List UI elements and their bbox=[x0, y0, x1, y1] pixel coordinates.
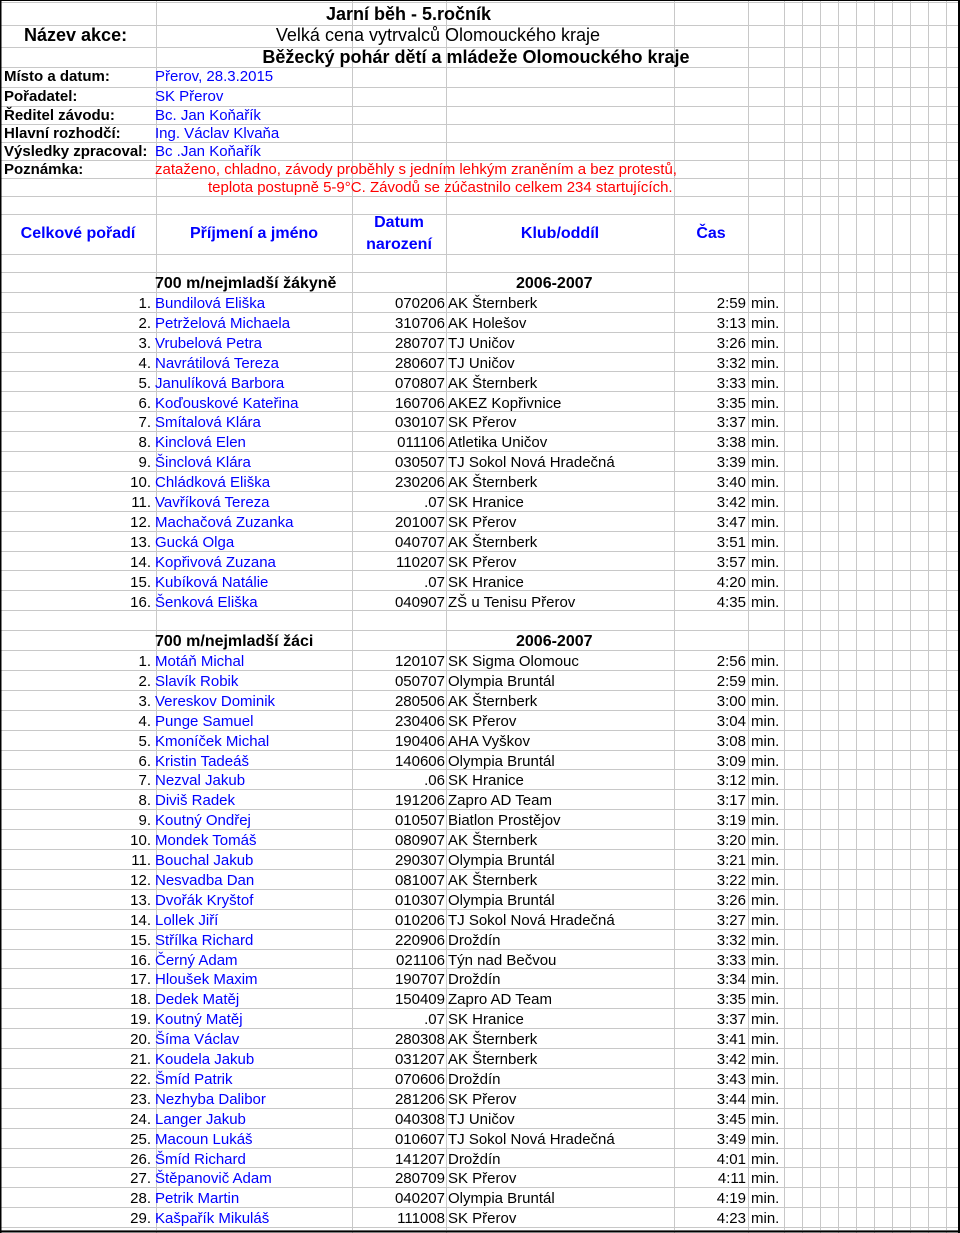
row-name: Motáň Michal bbox=[155, 653, 245, 670]
row-rank: 10. bbox=[130, 474, 151, 492]
row-unit: min. bbox=[751, 1090, 780, 1108]
row-name: Koďouskové Kateřina bbox=[155, 394, 299, 412]
row-rank: 27. bbox=[130, 1170, 151, 1188]
row-rank: 2. bbox=[138, 672, 151, 690]
row-time: 3:40 bbox=[716, 474, 746, 492]
row-time: 4:20 bbox=[716, 573, 746, 591]
row-name: Kmoníček Michal bbox=[155, 732, 270, 750]
row-time: 3:45 bbox=[716, 1110, 746, 1128]
row-name: Koutný Matěj bbox=[155, 1011, 243, 1029]
row-club: SK Přerov bbox=[448, 414, 517, 432]
row-time: 3:57 bbox=[716, 553, 746, 571]
row-unit: min. bbox=[751, 792, 780, 810]
row-dob: 021106 bbox=[396, 951, 445, 969]
row-time: 2:56 bbox=[716, 653, 746, 670]
row-dob: 280308 bbox=[394, 1031, 445, 1049]
note-line-2: teplota postupně 5-9°C. Závodů se zúčastnilo celkem 234 startujících. bbox=[208, 179, 673, 196]
row-name: Diviš Radek bbox=[155, 792, 236, 810]
row-club: Olympia Bruntál bbox=[448, 672, 555, 690]
results-label: Výsledky zpracoval: bbox=[4, 143, 148, 160]
row-name: Dvořák Kryštof bbox=[155, 891, 254, 909]
row-club: SK Přerov bbox=[448, 513, 517, 531]
row-rank: 6. bbox=[138, 752, 151, 770]
row-rank: 5. bbox=[138, 732, 151, 750]
note-label: Poznámka: bbox=[4, 161, 84, 178]
row-dob: 070206 bbox=[394, 295, 445, 312]
row-unit: min. bbox=[751, 573, 780, 591]
row-dob: 201007 bbox=[394, 513, 445, 531]
row-unit: min. bbox=[751, 513, 780, 531]
row-name: Kašpařík Mikuláš bbox=[155, 1210, 270, 1228]
row-club: TJ Uničov bbox=[448, 1110, 515, 1128]
row-club: Olympia Bruntál bbox=[448, 891, 555, 909]
row-name: Macoun Lukáš bbox=[155, 1130, 253, 1148]
row-dob: 281206 bbox=[394, 1090, 445, 1108]
row-unit: min. bbox=[751, 1150, 780, 1168]
row-dob: 190406 bbox=[394, 732, 445, 750]
row-club: SK Přerov bbox=[448, 1090, 517, 1108]
row-rank: 18. bbox=[130, 991, 151, 1009]
row-time: 4:23 bbox=[716, 1210, 746, 1228]
row-name: Černý Adam bbox=[155, 951, 238, 969]
row-time: 3:00 bbox=[716, 692, 746, 710]
row-dob: 030107 bbox=[394, 414, 445, 432]
row-rank: 13. bbox=[130, 533, 151, 551]
row-dob: 040308 bbox=[394, 1110, 445, 1128]
row-club: SK Přerov bbox=[448, 712, 517, 730]
row-rank: 8. bbox=[138, 792, 151, 810]
row-unit: min. bbox=[751, 494, 780, 511]
row-name: Vavříková Tereza bbox=[155, 494, 270, 511]
row-dob: 050707 bbox=[394, 672, 445, 690]
referee-value: Ing. Václav Klvaňa bbox=[155, 125, 280, 142]
row-unit: min. bbox=[751, 1130, 780, 1148]
row-dob: 290307 bbox=[394, 852, 445, 869]
row-time: 3:17 bbox=[716, 792, 746, 810]
row-dob: 220906 bbox=[394, 931, 445, 949]
row-club: Zapro AD Team bbox=[448, 792, 552, 810]
director-value: Bc. Jan Koňařík bbox=[155, 107, 261, 124]
row-club: AK Šternberk bbox=[448, 374, 538, 392]
row-dob: 040707 bbox=[394, 533, 445, 551]
row-rank: 15. bbox=[130, 573, 151, 591]
row-unit: min. bbox=[751, 1110, 780, 1128]
event-label: Název akce: bbox=[24, 25, 128, 45]
row-name: Šmíd Patrik bbox=[155, 1070, 233, 1088]
row-dob: .07 bbox=[424, 1011, 445, 1029]
row-time: 3:42 bbox=[716, 1051, 746, 1068]
row-unit: min. bbox=[751, 374, 780, 392]
row-club: AK Šternberk bbox=[448, 692, 538, 710]
row-dob: 191206 bbox=[394, 792, 445, 810]
row-dob: 040907 bbox=[394, 593, 445, 611]
row-rank: 19. bbox=[130, 1011, 151, 1029]
row-unit: min. bbox=[751, 991, 780, 1009]
row-time: 3:27 bbox=[716, 911, 746, 929]
row-rank: 3. bbox=[138, 692, 151, 710]
row-time: 3:49 bbox=[716, 1130, 746, 1148]
row-dob: 070807 bbox=[394, 374, 445, 392]
row-time: 3:22 bbox=[716, 871, 746, 889]
section-years: 2006-2007 bbox=[516, 633, 593, 650]
row-unit: min. bbox=[751, 812, 780, 830]
row-club: Droždín bbox=[448, 1070, 501, 1088]
row-unit: min. bbox=[751, 931, 780, 949]
row-time: 3:42 bbox=[716, 494, 746, 511]
row-name: Střílka Richard bbox=[155, 931, 254, 949]
row-rank: 16. bbox=[130, 593, 151, 611]
row-rank: 15. bbox=[130, 931, 151, 949]
row-club: AK Šternberk bbox=[448, 871, 538, 889]
row-unit: min. bbox=[751, 454, 780, 472]
row-unit: min. bbox=[751, 434, 780, 452]
row-rank: 17. bbox=[130, 971, 151, 989]
row-time: 3:44 bbox=[716, 1090, 746, 1108]
row-name: Nesvadba Dan bbox=[155, 871, 255, 889]
row-time: 2:59 bbox=[716, 295, 746, 312]
row-unit: min. bbox=[751, 394, 780, 412]
row-time: 3:39 bbox=[716, 454, 746, 472]
row-dob: 070606 bbox=[394, 1070, 445, 1088]
row-name: Bouchal Jakub bbox=[155, 852, 254, 869]
row-rank: 11. bbox=[131, 494, 151, 511]
row-time: 3:41 bbox=[716, 1031, 746, 1049]
row-time: 3:32 bbox=[716, 354, 746, 372]
row-dob: 011106 bbox=[397, 434, 445, 452]
row-rank: 1. bbox=[138, 295, 151, 312]
row-unit: min. bbox=[751, 314, 780, 332]
row-name: Kinclová Elen bbox=[155, 434, 246, 452]
organizer-value: SK Přerov bbox=[155, 88, 224, 105]
row-club: SK Hranice bbox=[448, 573, 524, 591]
row-dob: 280709 bbox=[394, 1170, 445, 1188]
row-name: Punge Samuel bbox=[155, 712, 254, 730]
row-name: Dedek Matěj bbox=[155, 991, 240, 1009]
row-time: 4:35 bbox=[716, 593, 746, 611]
row-rank: 25. bbox=[130, 1130, 151, 1148]
row-club: TJ Sokol Nová Hradečná bbox=[448, 1130, 615, 1148]
row-unit: min. bbox=[751, 971, 780, 989]
row-dob: 280506 bbox=[394, 692, 445, 710]
row-club: SK Sigma Olomouc bbox=[448, 653, 579, 670]
row-time: 3:33 bbox=[716, 951, 746, 969]
row-club: TJ Uničov bbox=[448, 334, 515, 352]
row-rank: 7. bbox=[138, 414, 151, 432]
row-rank: 14. bbox=[130, 911, 151, 929]
row-rank: 9. bbox=[138, 454, 151, 472]
row-rank: 6. bbox=[138, 394, 151, 412]
row-name: Vrubelová Petra bbox=[155, 334, 263, 352]
row-rank: 24. bbox=[130, 1110, 151, 1128]
row-club: SK Přerov bbox=[448, 1170, 517, 1188]
row-rank: 12. bbox=[130, 871, 151, 889]
row-name: Janulíková Barbora bbox=[155, 374, 285, 392]
row-club: Týn nad Bečvou bbox=[448, 951, 557, 969]
row-time: 3:32 bbox=[716, 931, 746, 949]
row-unit: min. bbox=[751, 1210, 780, 1228]
row-rank: 13. bbox=[130, 891, 151, 909]
row-dob: 080907 bbox=[394, 832, 445, 850]
row-time: 3:35 bbox=[716, 991, 746, 1009]
row-name: Slavík Robik bbox=[155, 672, 239, 690]
row-time: 3:20 bbox=[716, 832, 746, 850]
row-name: Petrik Martin bbox=[155, 1190, 240, 1208]
row-dob: 110207 bbox=[396, 553, 445, 571]
row-time: 2:59 bbox=[716, 672, 746, 690]
row-time: 3:21 bbox=[716, 852, 746, 869]
row-unit: min. bbox=[751, 1170, 780, 1188]
row-dob: 310706 bbox=[394, 314, 445, 332]
row-dob: 120107 bbox=[394, 653, 445, 670]
row-unit: min. bbox=[751, 1190, 780, 1208]
section-title: 700 m/nejmladší žákyně bbox=[155, 275, 337, 292]
row-club: SK Přerov bbox=[448, 1210, 517, 1228]
row-club: Olympia Bruntál bbox=[448, 852, 555, 869]
row-time: 3:37 bbox=[716, 414, 746, 432]
row-time: 3:26 bbox=[716, 334, 746, 352]
col-header-name: Příjmení a jméno bbox=[189, 225, 319, 242]
row-unit: min. bbox=[751, 1051, 780, 1068]
place-label: Místo a datum: bbox=[4, 68, 110, 85]
row-dob: 140606 bbox=[394, 752, 445, 770]
row-name: Kopřivová Zuzana bbox=[155, 553, 276, 571]
row-name: Vereskov Dominik bbox=[155, 692, 276, 710]
row-time: 3:19 bbox=[716, 812, 746, 830]
row-rank: 23. bbox=[130, 1090, 151, 1108]
row-rank: 20. bbox=[130, 1031, 151, 1049]
row-dob: 010507 bbox=[394, 812, 445, 830]
event-name-2: Běžecký pohár dětí a mládeže Olomouckého kraje bbox=[262, 47, 690, 67]
col-header-dob-2: narození bbox=[366, 236, 432, 253]
row-unit: min. bbox=[751, 752, 780, 770]
row-club: AHA Vyškov bbox=[448, 732, 530, 750]
row-dob: .06 bbox=[424, 772, 445, 790]
row-club: SK Hranice bbox=[448, 772, 524, 790]
row-club: AK Šternberk bbox=[448, 1051, 538, 1068]
row-dob: 030507 bbox=[394, 454, 445, 472]
row-time: 3:35 bbox=[716, 394, 746, 412]
row-unit: min. bbox=[751, 832, 780, 850]
row-club: AK Šternberk bbox=[448, 474, 538, 492]
row-name: Smítalová Klára bbox=[155, 414, 261, 432]
row-unit: min. bbox=[751, 732, 780, 750]
row-time: 3:13 bbox=[716, 314, 746, 332]
row-name: Machačová Zuzanka bbox=[155, 513, 294, 531]
row-dob: 280607 bbox=[394, 354, 445, 372]
row-unit: min. bbox=[751, 1070, 780, 1088]
row-unit: min. bbox=[751, 852, 780, 869]
row-unit: min. bbox=[751, 891, 780, 909]
row-rank: 14. bbox=[130, 553, 151, 571]
row-time: 4:11 bbox=[717, 1170, 746, 1188]
row-unit: min. bbox=[751, 553, 780, 571]
row-club: SK Hranice bbox=[448, 1011, 524, 1029]
row-name: Nezhyba Dalibor bbox=[155, 1090, 266, 1108]
organizer-label: Pořadatel: bbox=[4, 88, 78, 105]
row-name: Mondek Tomáš bbox=[155, 832, 257, 850]
row-club: Biatlon Prostějov bbox=[448, 812, 561, 830]
row-unit: min. bbox=[751, 712, 780, 730]
row-name: Kubíková Natálie bbox=[155, 573, 269, 591]
results-value: Bc .Jan Koňařík bbox=[155, 143, 261, 160]
row-rank: 22. bbox=[130, 1070, 151, 1088]
row-rank: 5. bbox=[138, 374, 151, 392]
row-time: 3:37 bbox=[716, 1011, 746, 1029]
row-rank: 7. bbox=[138, 772, 151, 790]
row-name: Lollek Jiří bbox=[155, 911, 219, 929]
col-header-dob-1: Datum bbox=[374, 214, 424, 231]
row-dob: 031207 bbox=[394, 1051, 445, 1068]
event-name-1: Velká cena vytrvalců Olomouckého kraje bbox=[275, 25, 601, 45]
row-club: AK Holešov bbox=[448, 314, 527, 332]
row-dob: 190707 bbox=[394, 971, 445, 989]
row-dob: 010307 bbox=[394, 891, 445, 909]
row-club: AK Šternberk bbox=[448, 832, 538, 850]
row-name: Šenková Eliška bbox=[155, 593, 258, 611]
row-time: 4:01 bbox=[716, 1150, 746, 1168]
row-time: 3:04 bbox=[716, 712, 746, 730]
row-unit: min. bbox=[751, 295, 780, 312]
row-unit: min. bbox=[751, 1011, 780, 1029]
row-name: Nezval Jakub bbox=[155, 772, 246, 790]
place-value: Přerov, 28.3.2015 bbox=[155, 68, 274, 85]
referee-label: Hlavní rozhodčí: bbox=[4, 125, 121, 142]
row-unit: min. bbox=[751, 533, 780, 551]
row-name: Štěpanovič Adam bbox=[155, 1170, 272, 1188]
row-name: Bundilová Eliška bbox=[155, 295, 266, 312]
row-time: 3:38 bbox=[716, 434, 746, 452]
row-unit: min. bbox=[751, 593, 780, 611]
row-unit: min. bbox=[751, 1031, 780, 1049]
row-unit: min. bbox=[751, 692, 780, 710]
row-name: Šinclová Klára bbox=[155, 454, 251, 472]
row-time: 3:09 bbox=[716, 752, 746, 770]
row-dob: 141207 bbox=[394, 1150, 445, 1168]
row-club: TJ Sokol Nová Hradečná bbox=[448, 911, 615, 929]
row-club: TJ Sokol Nová Hradečná bbox=[448, 454, 615, 472]
row-rank: 28. bbox=[130, 1190, 151, 1208]
row-unit: min. bbox=[751, 653, 780, 670]
row-rank: 11. bbox=[131, 852, 151, 869]
row-club: Olympia Bruntál bbox=[448, 752, 555, 770]
row-name: Koudela Jakub bbox=[155, 1051, 255, 1068]
row-name: Koutný Ondřej bbox=[155, 812, 251, 830]
row-unit: min. bbox=[751, 871, 780, 889]
row-unit: min. bbox=[751, 334, 780, 352]
row-club: Droždín bbox=[448, 931, 501, 949]
row-name: Gucká Olga bbox=[155, 533, 235, 551]
row-name: Šíma Václav bbox=[155, 1031, 240, 1049]
row-dob: 111008 bbox=[397, 1210, 445, 1228]
row-club: Droždín bbox=[448, 1150, 501, 1168]
row-dob: 010206 bbox=[394, 911, 445, 929]
event-title: Jarní běh - 5.ročník bbox=[326, 4, 492, 24]
row-club: AK Šternberk bbox=[448, 533, 538, 551]
row-name: Navrátilová Tereza bbox=[155, 354, 279, 372]
row-unit: min. bbox=[751, 354, 780, 372]
row-time: 3:08 bbox=[716, 732, 746, 750]
section-title: 700 m/nejmladší žáci bbox=[155, 633, 314, 650]
row-rank: 21. bbox=[130, 1051, 151, 1068]
row-unit: min. bbox=[751, 414, 780, 432]
row-unit: min. bbox=[751, 672, 780, 690]
row-club: Atletika Uničov bbox=[448, 434, 548, 452]
row-rank: 4. bbox=[138, 354, 151, 372]
col-header-club: Klub/oddíl bbox=[520, 225, 600, 242]
col-header-time: Čas bbox=[696, 225, 726, 242]
row-unit: min. bbox=[751, 951, 780, 969]
row-rank: 12. bbox=[130, 513, 151, 531]
row-club: AK Šternberk bbox=[448, 295, 538, 312]
row-name: Kristin Tadeáš bbox=[155, 752, 249, 770]
row-club: AK Šternberk bbox=[448, 1031, 538, 1049]
row-club: TJ Uničov bbox=[448, 354, 515, 372]
col-header-rank: Celkové pořadí bbox=[20, 225, 136, 242]
row-dob: 081007 bbox=[394, 871, 445, 889]
row-rank: 4. bbox=[138, 712, 151, 730]
director-label: Ředitel závodu: bbox=[4, 107, 115, 124]
row-club: Droždín bbox=[448, 971, 501, 989]
row-unit: min. bbox=[751, 474, 780, 492]
row-dob: 150409 bbox=[394, 991, 445, 1009]
row-unit: min. bbox=[751, 911, 780, 929]
row-time: 3:26 bbox=[716, 891, 746, 909]
row-time: 3:43 bbox=[716, 1070, 746, 1088]
row-dob: 160706 bbox=[394, 394, 445, 412]
row-rank: 26. bbox=[130, 1150, 151, 1168]
row-club: ZŠ u Tenisu Přerov bbox=[448, 593, 576, 611]
row-name: Chládková Eliška bbox=[155, 474, 271, 492]
row-rank: 2. bbox=[138, 314, 151, 332]
row-name: Hloušek Maxim bbox=[155, 971, 258, 989]
row-dob: .07 bbox=[424, 573, 445, 591]
row-name: Petrželová Michaela bbox=[155, 314, 291, 332]
note-line-1: zataženo, chladno, závody proběhly s jedním lehkým zraněním a bez protestů, bbox=[155, 161, 677, 178]
row-rank: 3. bbox=[138, 334, 151, 352]
row-dob: 230406 bbox=[394, 712, 445, 730]
row-time: 4:19 bbox=[716, 1190, 746, 1208]
row-club: SK Přerov bbox=[448, 553, 517, 571]
row-rank: 9. bbox=[138, 812, 151, 830]
row-rank: 29. bbox=[130, 1210, 151, 1228]
row-dob: 040207 bbox=[394, 1190, 445, 1208]
row-time: 3:51 bbox=[716, 533, 746, 551]
row-dob: 230206 bbox=[394, 474, 445, 492]
row-club: SK Hranice bbox=[448, 494, 524, 511]
row-club: Olympia Bruntál bbox=[448, 1190, 555, 1208]
row-rank: 10. bbox=[130, 832, 151, 850]
row-dob: .07 bbox=[424, 494, 445, 511]
row-dob: 280707 bbox=[394, 334, 445, 352]
section-years: 2006-2007 bbox=[516, 275, 593, 292]
row-dob: 010607 bbox=[394, 1130, 445, 1148]
row-club: AKEZ Kopřivnice bbox=[448, 394, 562, 412]
row-time: 3:34 bbox=[716, 971, 746, 989]
row-time: 3:47 bbox=[716, 513, 746, 531]
row-rank: 1. bbox=[138, 653, 151, 670]
row-name: Šmíd Richard bbox=[155, 1150, 246, 1168]
row-time: 3:33 bbox=[716, 374, 746, 392]
row-name: Langer Jakub bbox=[155, 1110, 246, 1128]
row-rank: 8. bbox=[138, 434, 151, 452]
row-rank: 16. bbox=[130, 951, 151, 969]
row-time: 3:12 bbox=[716, 772, 746, 790]
row-unit: min. bbox=[751, 772, 780, 790]
row-club: Zapro AD Team bbox=[448, 991, 552, 1009]
